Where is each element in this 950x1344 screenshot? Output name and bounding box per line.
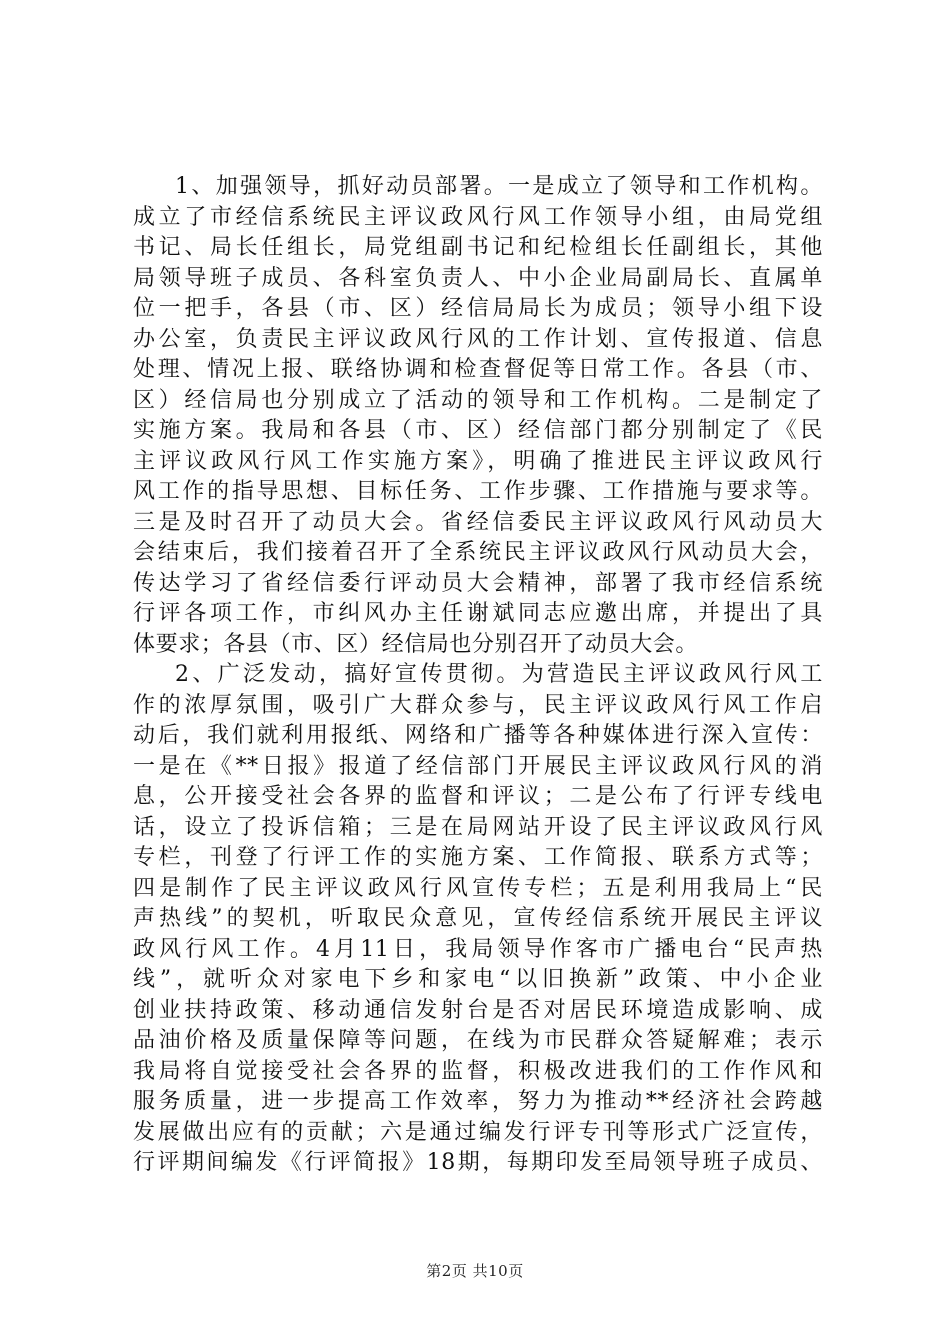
text-line: 声热线”的契机，听取民众意见，宣传经信系统开展民主评议 bbox=[133, 906, 823, 931]
text-line: 区）经信局也分别成立了活动的领导和工作机构。二是制定了 bbox=[133, 387, 823, 413]
text-line: 动后，我们就利用报纸、网络和广播等各种媒体进行深入宣传： bbox=[133, 723, 823, 748]
text-line: 线”，就听众对家电下乡和家电“以旧换新”政策、中小企业 bbox=[133, 967, 823, 992]
text-line: 办公室，负责民主评议政风行风的工作计划、宣传报道、信息 bbox=[133, 326, 823, 352]
text-line: 作的浓厚氛围，吸引广大群众参与，民主评议政风行风工作启 bbox=[133, 692, 823, 718]
text-line: 三是及时召开了动员大会。省经信委民主评议政风行风动员大 bbox=[133, 509, 823, 535]
text-line: 主评议政风行风工作实施方案》，明确了推进民主评议政风行 bbox=[133, 448, 823, 474]
text-line: 风工作的指导思想、目标任务、工作步骤、工作措施与要求等。 bbox=[133, 479, 823, 504]
text-line: 1、加强领导，抓好动员部署。一是成立了领导和工作机构。 bbox=[175, 174, 823, 199]
text-line: 服务质量，进一步提高工作效率，努力为推动**经济社会跨越 bbox=[133, 1089, 823, 1114]
text-line: 成立了市经信系统民主评议政风行风工作领导小组，由局党组 bbox=[133, 204, 823, 230]
text-line: 实施方案。我局和各县（市、区）经信部门都分别制定了《民 bbox=[133, 418, 823, 443]
text-line: 政风行风工作。4月11日，我局领导作客市广播电台“民声热 bbox=[133, 936, 823, 962]
text-line: 2、广泛发动，搞好宣传贯彻。为营造民主评议政风行风工 bbox=[175, 662, 823, 687]
text-line: 专栏，刊登了行评工作的实施方案、工作简报、联系方式等； bbox=[133, 845, 823, 870]
text-line: 一是在《**日报》报道了经信部门开展民主评议政风行风的消 bbox=[133, 753, 823, 779]
text-line: 息，公开接受社会各界的监督和评议；二是公布了行评专线电 bbox=[133, 784, 823, 809]
text-line: 传达学习了省经信委行评动员大会精神，部署了我市经信系统 bbox=[133, 570, 823, 596]
document-body bbox=[133, 172, 823, 1179]
text-line: 书记、局长任组长，局党组副书记和纪检组长任副组长，其他 bbox=[133, 235, 823, 260]
text-line: 四是制作了民主评议政风行风宣传专栏；五是利用我局上“民 bbox=[133, 875, 823, 901]
text-line: 行评各项工作，市纠风办主任谢斌同志应邀出席，并提出了具 bbox=[133, 601, 823, 626]
text-line: 局领导班子成员、各科室负责人、中小企业局副局长、直属单 bbox=[133, 265, 823, 291]
text-line: 发展做出应有的贡献；六是通过编发行评专刊等形式广泛宣传， bbox=[133, 1119, 823, 1145]
text-line: 位一把手，各县（市、区）经信局局长为成员；领导小组下设 bbox=[133, 296, 823, 321]
text-line: 行评期间编发《行评简报》18期，每期印发至局领导班子成员、 bbox=[133, 1150, 823, 1175]
page-number-footer: 第2页 共10页 bbox=[426, 1262, 524, 1280]
text-line: 创业扶持政策、移动通信发射台是否对居民环境造成影响、成 bbox=[133, 997, 823, 1023]
text-line: 处理、情况上报、联络协调和检查督促等日常工作。各县（市、 bbox=[133, 357, 823, 382]
text-line: 品油价格及质量保障等问题，在线为市民群众答疑解难；表示 bbox=[133, 1028, 823, 1053]
text-line: 体要求；各县（市、区）经信局也分别召开了动员大会。 bbox=[133, 631, 699, 657]
text-line: 话，设立了投诉信箱；三是在局网站开设了民主评议政风行风 bbox=[133, 814, 823, 840]
text-line: 会结束后，我们接着召开了全系统民主评议政风行风动员大会， bbox=[133, 540, 823, 565]
text-line: 我局将自觉接受社会各界的监督，积极改进我们的工作作风和 bbox=[133, 1058, 823, 1084]
